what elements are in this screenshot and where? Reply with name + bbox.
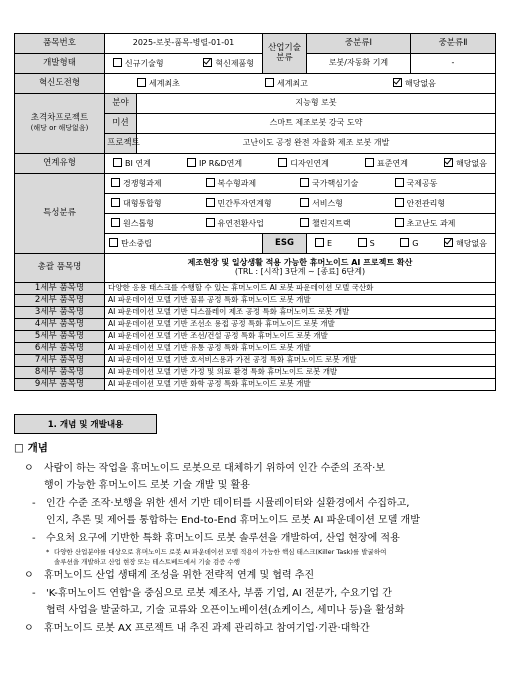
checkbox-icon <box>206 178 215 187</box>
opt-esg-s[interactable]: S <box>358 238 375 249</box>
project-label: 프로젝트 <box>105 134 137 154</box>
checkbox-icon <box>400 238 409 247</box>
detail-value: 다양한 응용 태스크를 수행할 수 있는 휴머노이드 AI 로봇 파운데이션 모델 국산화 <box>105 283 496 295</box>
footnote-cont: 솔루션을 개발하고 산업 현장 또는 테스트베드에서 기술 검증 수행 <box>54 558 241 566</box>
detail-value: AI 파운데이션 모델 기반 화학 공정 특화 휴머노이드 로봇 개발 <box>105 379 496 391</box>
summary-trl: (TRL : [시작] 3단계 ~ [종료] 6단계) <box>234 267 366 276</box>
opt-esg-none[interactable]: 해당없음 <box>444 238 487 249</box>
flagship-label: 초격차프로젝트 (해당 or 해당없음) <box>15 94 105 154</box>
opt-private-investment[interactable]: 민간투자연계형 <box>206 198 301 209</box>
detail-row: 3세부 품목명 AI 파운데이션 모델 기반 디스플레이 제조 공정 특화 휴머노이드 로봇 개발 <box>15 307 496 319</box>
detail-value: AI 파운데이션 모델 기반 조선/건설 공정 특화 휴머노이드 로봇 개발 <box>105 331 496 343</box>
opt-esg-g[interactable]: G <box>400 238 418 249</box>
section-heading: 1. 개념 및 개발내용 <box>14 414 157 434</box>
opt-innovative-product[interactable]: 혁신제품형 <box>203 58 254 69</box>
footnote: * 다양한 산업분야를 대상으로 휴머노이드 로봇 AI 파운데이션 모델 적용이 가능한 핵심 태스크(Killer Task)를 발굴하여 <box>46 548 387 556</box>
row-item-number <box>15 34 496 54</box>
asterisk-icon: * <box>46 548 50 556</box>
bullet-item: ㅇ 휴머노이드 로봇 AX 프로젝트 내 추진 과제 관리하고 참여기업·기관·대학간 <box>14 620 495 638</box>
opt-one-stop[interactable]: 원스톱형 <box>111 218 206 229</box>
field-label: 분야 <box>105 94 137 114</box>
category-value: 로봇/자동화 기계 <box>307 54 411 74</box>
checkbox-icon <box>113 58 122 67</box>
checkbox-checked-icon <box>393 78 402 87</box>
field-value: 지능형 로봇 <box>137 94 496 114</box>
esg-label: ESG <box>263 234 307 254</box>
project-value: 고난이도 공정 완전 자율화 제조 로봇 개발 <box>137 134 496 154</box>
row-linkage <box>15 154 496 174</box>
opt-design-link[interactable]: 디자인연계 <box>278 158 329 169</box>
checkbox-checked-icon <box>203 58 212 67</box>
checkbox-icon <box>187 158 196 167</box>
detail-row: 6세부 품목명 AI 파운데이션 모델 기반 유통 공정 특화 휴머노이드 로봇 개발 <box>15 343 496 355</box>
detail-row: 1세부 품목명 다양한 응용 태스크를 수행할 수 있는 휴머노이드 AI 로봇 파운데이션 모델 국산화 <box>15 283 496 295</box>
dash-bullet-icon: - <box>32 532 36 544</box>
checkbox-icon <box>358 238 367 247</box>
opt-national-core[interactable]: 국가핵심기술 <box>300 178 395 189</box>
opt-ultra-difficult[interactable]: 초고난도 과제 <box>395 218 490 229</box>
checkbox-icon <box>395 178 404 187</box>
checkbox-icon <box>137 78 146 87</box>
concept-title: □ 개념 <box>14 442 48 454</box>
row-flagship-field <box>15 94 496 114</box>
detail-row: 7세부 품목명 AI 파운데이션 모델 기반 호서비스용과 가전 공정 특화 휴머노이드 로봇 개발 <box>15 355 496 367</box>
row-summary <box>15 254 496 283</box>
checkbox-icon <box>206 198 215 207</box>
opt-bi-link[interactable]: BI 연계 <box>113 158 151 169</box>
checkbox-icon <box>315 238 324 247</box>
checkbox-icon <box>300 218 309 227</box>
dash-item: - 인간 수준 조작·보행을 위한 센서 기반 데이터를 시뮬레이터와 실환경에서 수집하고, <box>14 495 495 513</box>
dash-item: - 'K-휴머노이드 연합'을 중심으로 로봇 제조사, 부품 기업, AI 전문가, 수요기업 간 <box>14 585 495 603</box>
opt-service[interactable]: 서비스형 <box>300 198 395 209</box>
detail-row: 9세부 품목명 AI 파운데이션 모델 기반 화학 공정 특화 휴머노이드 로봇 개발 <box>15 379 496 391</box>
checkbox-icon <box>109 238 118 247</box>
mid-category-1-label: 중분류Ⅰ <box>307 34 411 54</box>
dash-item: - 수요처 요구에 기반한 특화 휴머노이드 로봇 솔루션을 개발하여, 산업 현장에 적용 <box>14 530 495 548</box>
detail-row: 5세부 품목명 AI 파운데이션 모델 기반 조선/건설 공정 특화 휴머노이드 로봇 개발 <box>15 331 496 343</box>
detail-value: AI 파운데이션 모델 기반 조선소 용접 공정 특화 휴머노이드 로봇 개발 <box>105 319 496 331</box>
detail-value: AI 파운데이션 모델 기반 디스플레이 제조 공정 특화 휴머노이드 로봇 개발 <box>105 307 496 319</box>
opt-challenge[interactable]: 챌린지트랙 <box>300 218 395 229</box>
opt-multiple[interactable]: 복수형과제 <box>206 178 301 189</box>
checkbox-icon <box>300 178 309 187</box>
dash-bullet-icon: - <box>32 497 36 509</box>
dash-item-cont: 협력 사업을 발굴하고, 기술 교류와 오픈이노베이션(쇼케이스, 세미나 등)을 활성화 <box>46 605 405 616</box>
mid-category-2-label: 중분류Ⅱ <box>411 34 496 54</box>
opt-competitive[interactable]: 경쟁형과제 <box>111 178 206 189</box>
opt-new-tech[interactable]: 신규기술형 <box>113 58 164 69</box>
opt-esg-e[interactable]: E <box>315 238 332 249</box>
checkbox-icon <box>111 218 120 227</box>
opt-flexible[interactable]: 유연전환사업 <box>206 218 301 229</box>
summary-title: 제조현장 및 일상생활 적용 가능한 휴머노이드 AI 프로젝트 확산 <box>187 258 413 268</box>
circle-bullet-icon: ㅇ <box>24 570 34 581</box>
checkbox-icon <box>111 178 120 187</box>
checkbox-icon <box>111 198 120 207</box>
checkbox-icon <box>278 158 287 167</box>
bullet-item-cont: 행이 가능한 휴머노이드 로봇 기술 개발 및 활용 <box>44 480 250 491</box>
detail-value: AI 파운데이션 모델 기반 유통 공정 특화 휴머노이드 로봇 개발 <box>105 343 496 355</box>
circle-bullet-icon: ㅇ <box>24 622 34 634</box>
circle-bullet-icon: ㅇ <box>24 462 34 474</box>
detail-row: 4세부 품목명 AI 파운데이션 모델 기반 조선소 용접 공정 특화 휴머노이드 로봇 개발 <box>15 319 496 331</box>
opt-not-applicable[interactable]: 해당없음 <box>393 78 493 89</box>
mission-value: 스마트 제조로봇 강국 도약 <box>137 114 496 134</box>
opt-standard-link[interactable]: 표준연계 <box>365 158 408 169</box>
detail-row: 8세부 품목명 AI 파운데이션 모델 기반 가정 및 의료 환경 특화 휴머노이드 로봇 개발 <box>15 367 496 379</box>
checkbox-checked-icon <box>444 238 453 247</box>
row-dev-type <box>15 54 496 74</box>
opt-large-integrated[interactable]: 대형통합형 <box>111 198 206 209</box>
checkbox-icon <box>395 218 404 227</box>
opt-world-first[interactable]: 세계최초 <box>137 78 265 89</box>
category-2-value: - <box>411 54 496 74</box>
detail-value: AI 파운데이션 모델 기반 호서비스용과 가전 공정 특화 휴머노이드 로봇 개발 <box>105 355 496 367</box>
item-number-value: 2025-로봇-품목-병렬-01-01 <box>105 34 263 54</box>
checkbox-checked-icon <box>444 158 453 167</box>
square-bullet-icon: □ <box>14 442 24 454</box>
row-innovation-challenge <box>15 74 496 94</box>
opt-safety[interactable]: 안전관리형 <box>395 198 490 209</box>
checkbox-icon <box>300 198 309 207</box>
special-label: 특성분류 <box>15 174 105 254</box>
checkbox-icon <box>113 158 122 167</box>
dash-item-cont: 인지, 추론 및 제어를 통합하는 End-to-End 휴머노이드 로봇 AI 파운데이션 모델 개발 <box>46 515 420 526</box>
linkage-label: 연계유형 <box>15 154 105 174</box>
detail-row: 2세부 품목명 AI 파운데이션 모델 기반 물류 공정 특화 휴머노이드 로봇 개발 <box>15 295 496 307</box>
detail-value: AI 파운데이션 모델 기반 가정 및 의료 환경 특화 휴머노이드 로봇 개발 <box>105 367 496 379</box>
opt-carbon-neutral[interactable]: 탄소중립 <box>107 239 152 248</box>
detail-value: AI 파운데이션 모델 기반 물류 공정 특화 휴머노이드 로봇 개발 <box>105 295 496 307</box>
row-special-1 <box>15 174 496 194</box>
checkbox-icon <box>206 218 215 227</box>
industry-tech-label: 산업기술 분류 <box>263 34 307 74</box>
concept-body <box>14 440 495 637</box>
opt-international[interactable]: 국제공동 <box>395 178 490 189</box>
checkbox-icon <box>365 158 374 167</box>
item-number-label: 품목번호 <box>15 34 105 54</box>
checkbox-icon <box>265 78 274 87</box>
opt-world-best[interactable]: 세계최고 <box>265 78 393 89</box>
bullet-item: ㅇ 휴머노이드 산업 생태계 조성을 위한 전략적 연계 및 협력 추진 <box>14 567 495 585</box>
bullet-item: ㅇ 사람이 하는 작업을 휴머노이드 로봇으로 대체하기 위하여 인간 수준의 조작·보 <box>14 460 495 478</box>
opt-ip-rnd-link[interactable]: IP R&D연계 <box>187 158 242 169</box>
dev-type-label: 개발형태 <box>15 54 105 74</box>
innovation-label: 혁신도전형 <box>15 74 105 94</box>
opt-linkage-none[interactable]: 해당없음 <box>444 158 487 169</box>
summary-label: 총괄 품목명 <box>15 254 105 283</box>
checkbox-icon <box>395 198 404 207</box>
dash-bullet-icon: - <box>32 587 36 599</box>
item-info-table <box>14 33 496 391</box>
mission-label: 미션 <box>105 114 137 134</box>
